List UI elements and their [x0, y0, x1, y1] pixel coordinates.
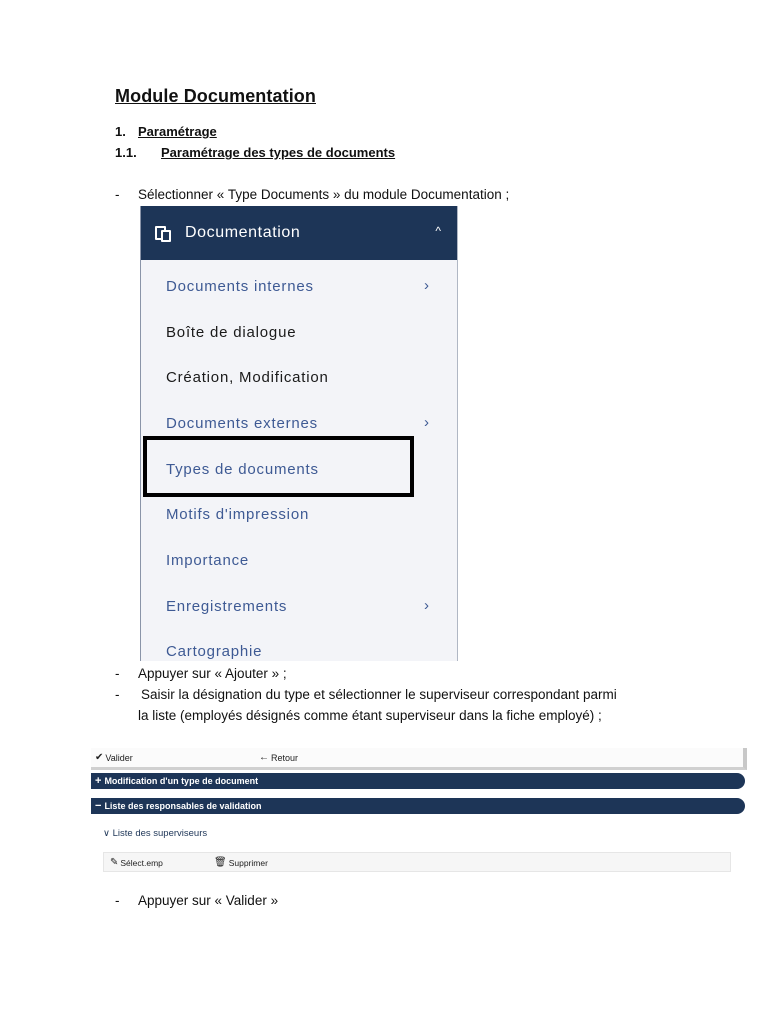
- select-employee-button[interactable]: [110, 857, 163, 868]
- chevron-right-icon: ›: [424, 414, 429, 431]
- check-icon: ✔: [95, 752, 104, 763]
- section-bar-label: Liste des responsables de validation: [104, 801, 262, 811]
- heading-1-1: [115, 145, 395, 160]
- chevron-right-icon: ›: [424, 597, 429, 614]
- menu-header-title: Documentation: [185, 224, 301, 241]
- menu-item-creation-modification[interactable]: Création, Modification: [166, 369, 329, 386]
- heading-1-1-label: Paramétrage des types de documents: [161, 145, 396, 160]
- arrow-left-icon: ←: [259, 752, 269, 763]
- supervisors-toolbar: [103, 852, 731, 872]
- menu-item-motifs-impression[interactable]: Motifs d'impression: [166, 506, 310, 523]
- documents-icon: [155, 224, 173, 242]
- section-bar-validation-responsibles[interactable]: [91, 798, 745, 814]
- bullet-dash: -: [115, 666, 120, 681]
- bullet-dash: -: [115, 893, 120, 908]
- bullet-text: la liste (employés désignés comme étant superviseur dans la fiche employé) ;: [138, 708, 602, 723]
- menu-item-documents-externes[interactable]: Documents externes: [166, 415, 318, 432]
- section-bar-modify-type[interactable]: [91, 773, 745, 789]
- supervisors-list-label: Liste des superviseurs: [112, 828, 208, 839]
- menu-item-documents-internes[interactable]: Documents internes: [166, 278, 314, 295]
- heading-1-1-number: 1.1.: [115, 145, 137, 160]
- bullet-text: Sélectionner « Type Documents » du module Documentation ;: [138, 187, 510, 202]
- page-title: Module Documentation: [115, 86, 316, 106]
- menu-item-importance[interactable]: Importance: [166, 552, 250, 569]
- minus-icon: −: [95, 800, 102, 812]
- documentation-menu: [140, 206, 458, 661]
- heading-1: [115, 124, 217, 139]
- menu-item-types-de-documents[interactable]: Types de documents: [166, 461, 319, 478]
- section-bar-label: Modification d'un type de document: [104, 776, 259, 786]
- validate-button[interactable]: [95, 752, 133, 763]
- bullet-text: Appuyer sur « Ajouter » ;: [138, 666, 287, 681]
- collapse-caret-icon[interactable]: ^: [435, 224, 441, 238]
- back-button[interactable]: [259, 752, 298, 763]
- validate-label: Valider: [105, 752, 133, 763]
- form-toolbar: [91, 748, 747, 770]
- menu-header[interactable]: [141, 206, 457, 260]
- bullet-dash: -: [115, 187, 120, 202]
- menu-item-boite-de-dialogue[interactable]: Boîte de dialogue: [166, 324, 297, 341]
- supervisors-list-title[interactable]: [103, 828, 207, 839]
- chevron-down-icon: ∨: [103, 828, 110, 839]
- bullet-text: Saisir la désignation du type et sélectionner le superviseur correspondant parmi: [141, 687, 617, 702]
- trash-icon: 🗑: [214, 857, 227, 868]
- bullet-text: Appuyer sur « Valider »: [138, 893, 279, 908]
- delete-button[interactable]: [214, 857, 268, 868]
- back-label: Retour: [271, 752, 299, 763]
- plus-icon: +: [95, 775, 102, 787]
- chevron-right-icon: ›: [424, 277, 429, 294]
- menu-item-cartographie[interactable]: Cartographie: [166, 643, 263, 660]
- select-employee-label: Sélect.emp: [120, 857, 163, 868]
- pencil-icon: ✎: [110, 857, 119, 868]
- heading-1-number: 1.: [115, 124, 126, 139]
- delete-label: Supprimer: [228, 857, 268, 868]
- bullet-dash: -: [115, 687, 120, 702]
- highlight-box: [143, 436, 414, 497]
- menu-item-enregistrements[interactable]: Enregistrements: [166, 598, 288, 615]
- heading-1-label: Paramétrage: [138, 124, 217, 139]
